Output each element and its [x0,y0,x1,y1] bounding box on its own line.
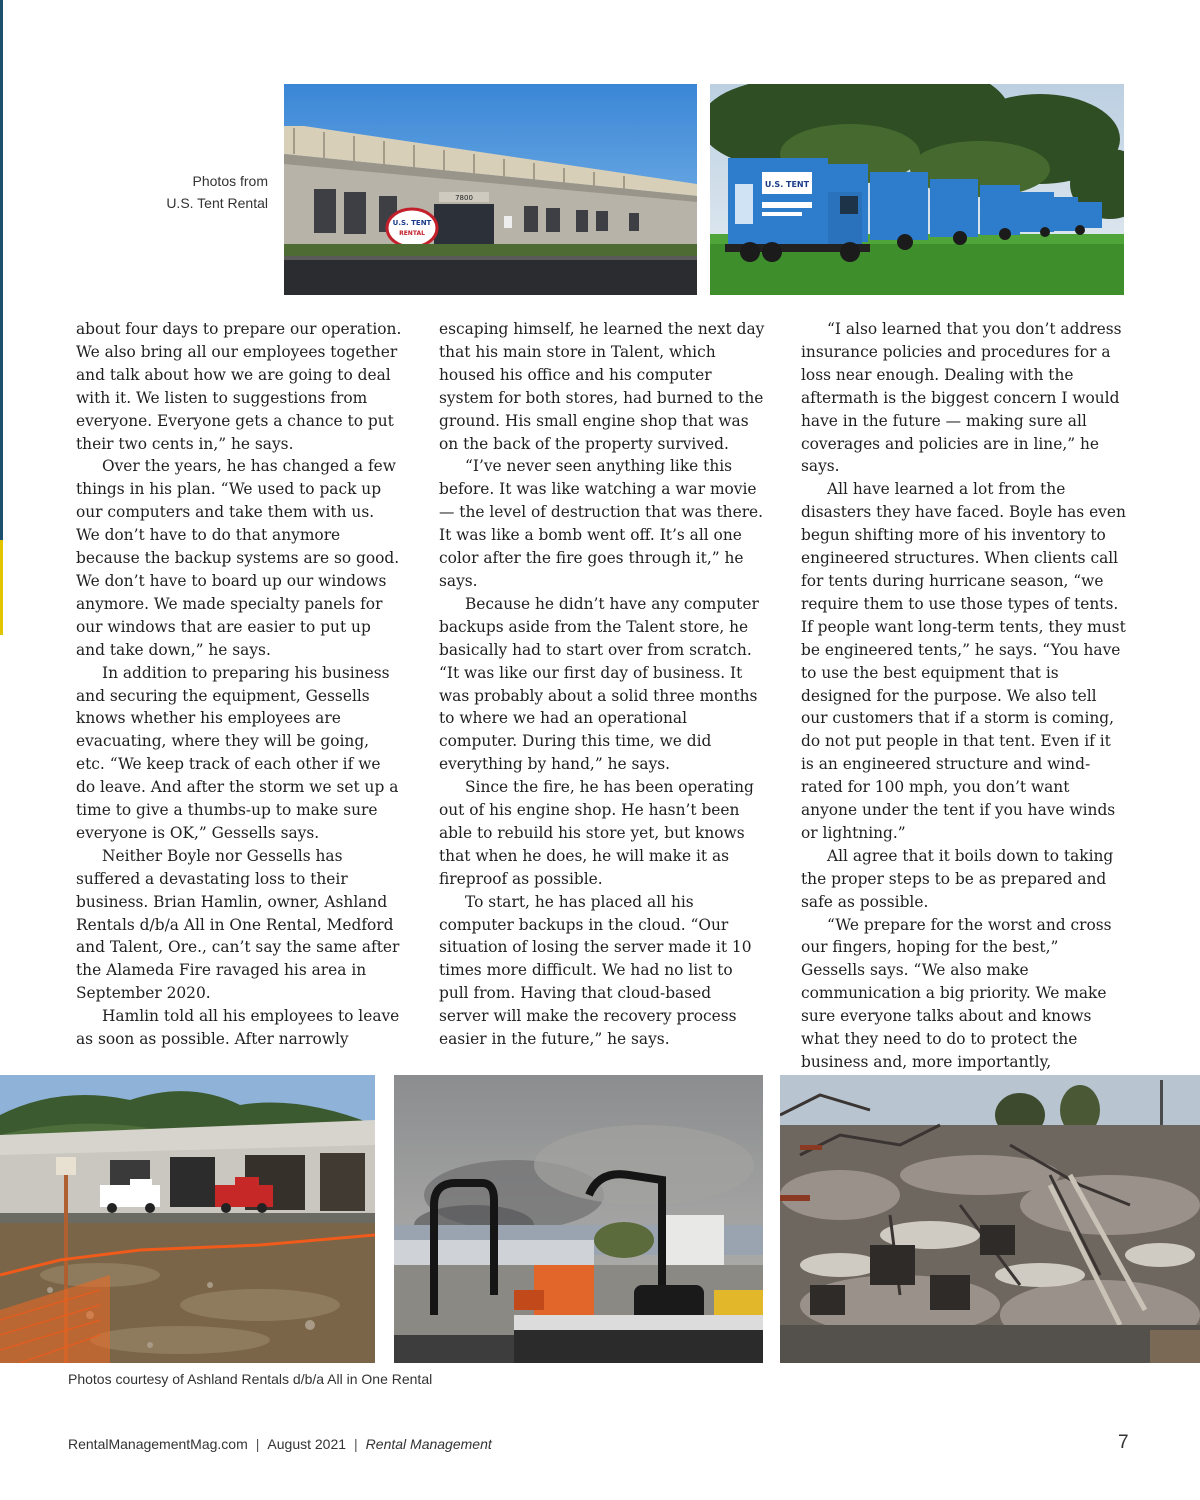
paragraph: To start, he has placed all his computer backups in the cloud. “Our situation of losing the server made it 10 times more difficult. We had no list to pull from. Having that cloud-based server will make the recovery process easier in the future,” he says. [439,892,752,1049]
paragraph: Neither Boyle nor Gessells has suffered a devastating loss to their business. Brian Hamlin, owner, Ashland Rentals d/b/a All in One Rental, Medford and Talent, Ore., can’t say the same after the Alameda Fire ravaged his area in September 2020. [76,846,400,1003]
truck-brand-text: U.S. TENT [764,180,810,189]
paragraph: Because he didn’t have any computer backups aside from the Talent store, he basically had to start over from scratch. “It was like our first day of business. It was probably about a solid three months to where we had an operational computer. During this time, we did everything by hand,” he says. [439,594,759,774]
building-sign-bottom: RENTAL [399,230,425,237]
photo-ashland-shop [0,1075,375,1363]
paragraph: All agree that it boils down to taking the proper steps to be as prepared and safe as possible. [801,846,1114,911]
page-edge-bar-yellow [0,540,3,635]
paragraph: Over the years, he has changed a few things in his plan. “We used to pack up our computers and take them with us. We don’t have to do that anymore because the backup systems are so good. We don’t have to board up our windows anymore. We made specialty panels for our windows that are easier to put up and take down,” he says. [76,457,400,659]
paragraph-text: “We prepare for the worst and cross our fingers, hoping for the best,” Gessells says. “We also make communication a big priority. We make sure everyone talks about and knows what they need to do to protect the business and, more importantly, [801,915,1112,1071]
page-number: 7 [1118,1432,1129,1453]
photo-us-tent-building [284,84,697,295]
paragraph: “I also learned that you don’t address insurance policies and procedures for a loss near enough. Dealing with the aftermath is the biggest concern I would have in the future — making sure all coverages and policies are in line,” he says. [801,320,1122,476]
bottom-photo-caption: Photos courtesy of Ashland Rentals d/b/a All in One Rental [68,1371,433,1387]
building-sign-top: U.S. TENT [392,219,432,227]
paragraph: In addition to preparing his business and securing the equipment, Gessells knows whether his employees are evacuating, where they will be going, etc. “We keep track of each other if we do leave. And after the storm we set up a time to give a thumbs-up to make sure everyone is OK,” Gessells says. [76,663,399,842]
building-number: 7800 [455,194,473,202]
paragraph: “I’ve never seen anything like this before. It was like watching a war movie — the level of destruction that was there. It was like a bomb went off. It’s all one color after the fire goes through it,” he says. [439,457,764,590]
article-column-1 [76,318,402,1051]
paragraph: Since the fire, he has been operating out of his engine shop. He hasn’t been able to rebuild his store yet, but knows that when he does, he will make it as fireproof as possible. [439,778,754,888]
page-footer [68,1436,492,1452]
footer-issue: August 2021 [267,1436,347,1452]
article-column-2 [439,318,765,1051]
footer-separator: | [354,1436,358,1452]
paragraph: All have learned a lot from the disasters they have faced. Boyle has even begun shifting more of his inventory to engineered structures. When clients call for tents during hurricane season, “we require them to use those types of tents. If people want long-term tents, they must be engineered tents,” he says. “You have to use the best equipment that is designed for the purpose. We also tell our customers that if a storm is coming, do not put people in that tent. Even if it is an engineered structure and wind-rated for 100 mph, you don’t want anyone under the tent if you have winds or lightning.” [801,480,1126,842]
footer-magazine: Rental Management [365,1436,492,1452]
paragraph: about four days to prepare our operation. We also bring all our employees together and talk about how we are going to deal with it. We listen to suggestions from everyone. Everyone gets a chance to put their two cents in,” he says. [76,320,402,453]
photo-fire-smoke-equipment [394,1075,763,1363]
top-photo-caption: Photos from U.S. Tent Rental [166,173,268,211]
paragraph-last [801,914,1127,1099]
page-edge-bar-blue [0,0,3,540]
photo-us-tent-trucks [710,84,1124,295]
footer-separator: | [255,1436,260,1452]
article-body [76,318,1126,1071]
paragraph: escaping himself, he learned the next day that his main store in Talent, which housed his office and his computer system for both stores, had burned to the ground. His small engine shop that was on the back of the property survived. [439,320,765,453]
footer-site: RentalManagementMag.com [68,1436,248,1452]
article-column-3 [801,318,1127,1099]
paragraph: Hamlin told all his employees to leave as soon as possible. After narrowly [76,1007,400,1049]
photo-burned-ruins [780,1075,1200,1363]
